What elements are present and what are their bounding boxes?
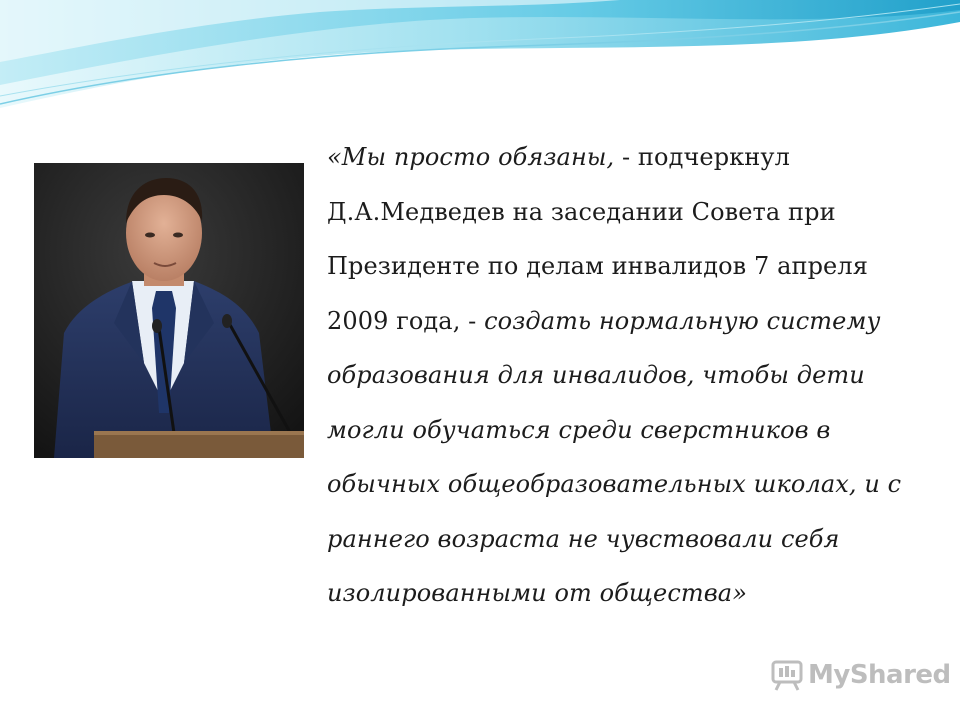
myshared-logo-icon — [770, 658, 804, 692]
quote-plain: - подчеркнул — [614, 143, 790, 171]
quote-line-6 — [327, 403, 927, 458]
speaker-photo — [34, 163, 304, 458]
quote-line-9 — [327, 566, 927, 621]
myshared-watermark[interactable] — [770, 655, 951, 695]
quote-plain: 2009 года, - — [327, 306, 485, 335]
quote-emphasis: раннего возраста не чувствовали себя — [327, 524, 840, 553]
quote-emphasis: обычных общеобразовательных школах, и с — [327, 470, 902, 498]
header-wave-decoration — [0, 0, 960, 120]
quote-line-7 — [327, 457, 927, 512]
quote-line-4 — [327, 294, 927, 349]
brand-name: MyShared — [808, 660, 951, 690]
speaker-portrait-photo — [34, 163, 304, 458]
quote-emphasis: образования для инвалидов, чтобы дети — [327, 361, 865, 389]
quote-emphasis: «Мы просто обязаны, — [327, 143, 615, 171]
quote-line-5 — [327, 348, 927, 403]
quote-line-8 — [327, 512, 927, 567]
quote-text — [327, 130, 927, 621]
quote-emphasis: могли обучаться среди сверстников в — [327, 415, 831, 444]
quote-line-3: Президенте по делам инвалидов 7 апреля — [327, 252, 868, 280]
quote-line-1 — [327, 130, 927, 185]
quote-line-2: Д.А.Медведев на заседании Совета при — [327, 197, 836, 226]
quote-emphasis: создать нормальную систему — [484, 306, 881, 335]
quote-emphasis: изолированными от общества» — [327, 579, 747, 607]
